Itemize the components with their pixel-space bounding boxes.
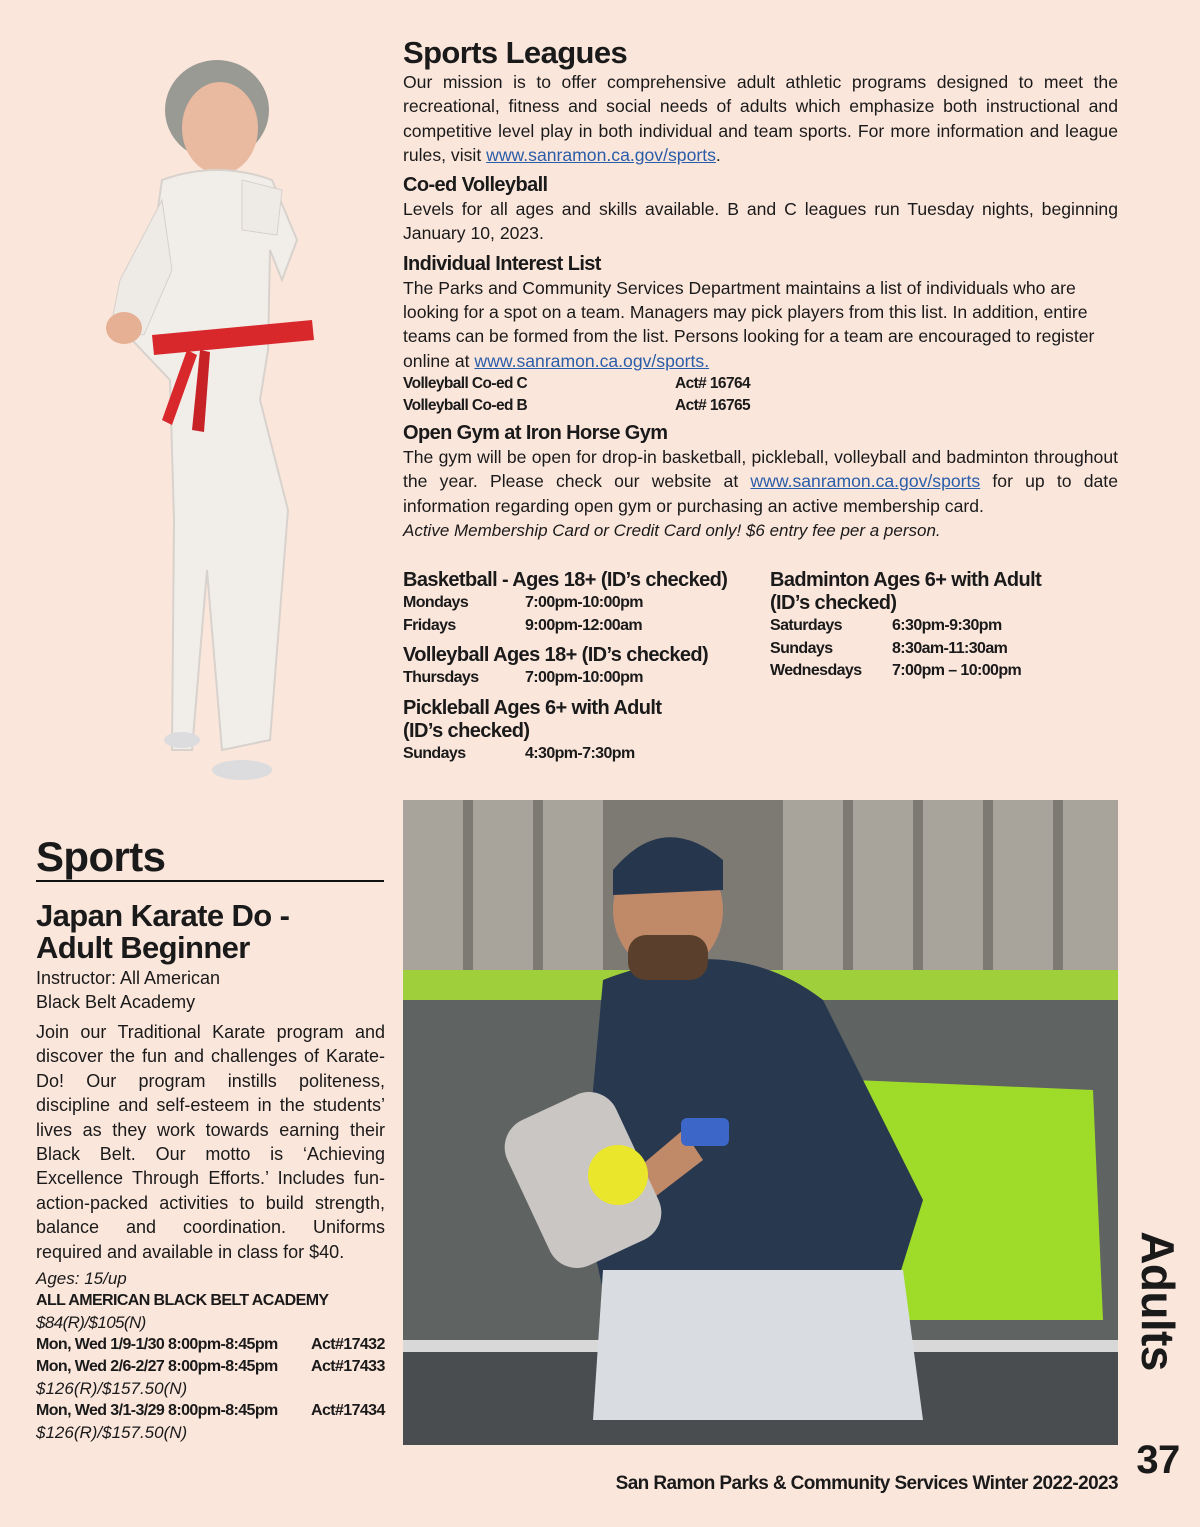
sports-link[interactable]: www.sanramon.ca.gov/sports — [486, 144, 716, 165]
schedule-row — [770, 660, 1118, 683]
schedule-day: Wednesdays — [770, 662, 862, 679]
schedule-row — [770, 638, 1118, 661]
coed-volleyball-title: Co-ed Volleyball — [403, 174, 548, 197]
adults-side-tab — [1128, 1228, 1188, 1373]
open-gym-text-end: for up to date information regarding open gym or purchasing an active membership card. — [403, 471, 1118, 516]
karate-woman-photo — [92, 50, 352, 800]
interest-row-act: Act# 16764 — [675, 374, 751, 392]
schedule-row — [403, 615, 763, 638]
karate-instructor — [36, 966, 385, 1014]
individual-interest-title: Individual Interest List — [403, 252, 601, 275]
open-gym-body — [403, 445, 1118, 518]
open-gym-text-start: The gym will be open for drop-in basketball, pickleball, volleyball and badminton throughout the year. Please check our website at — [403, 446, 1118, 492]
schedule-time: 7:00pm-10:00pm — [525, 669, 643, 686]
schedule-row — [403, 743, 763, 766]
schedule-time: 6:30pm-9:30pm — [892, 617, 1002, 634]
basketball-title: Basketball - Ages 18+ (ID’s checked) — [403, 569, 728, 591]
interest-row — [403, 373, 1118, 395]
karate-price: $126(R)/$157.50(N) — [36, 1379, 188, 1399]
open-gym-note: Active Membership Card or Credit Card only! $6 entry fee per a person. — [403, 520, 941, 540]
schedule-day: Sundays — [770, 639, 833, 657]
karate-class-act: Act#17432 — [311, 1336, 385, 1354]
sports-section-title: Sports — [36, 834, 384, 882]
karate-description: Join our Traditional Karate program and discover the fun and challenges of Karate-Do! Our program instills politeness, discipline and self-esteem in the students’ lives as they work towards earning their Black Belt. Our motto is ‘Achieving Excellence Through Efforts.’ Includes fun-action-packed activities to build strength, balance and coordination. Uniforms required and available in class for $40. — [36, 1022, 385, 1262]
karate-price: $84(R)/$105(N) — [36, 1313, 146, 1333]
badminton-title-l2: (ID’s checked) — [770, 592, 897, 614]
schedule-time: 7:00pm – 10:00pm — [892, 662, 1022, 679]
schedule-time: 8:30am-11:30am — [892, 639, 1008, 657]
schedule-time: 9:00pm-12:00am — [525, 616, 642, 634]
karate-class-row — [36, 1400, 385, 1422]
karate-title-l2: Adult Beginner — [36, 930, 250, 965]
schedule-day: Saturdays — [770, 617, 842, 634]
adults-side-tab-label: Adults — [1132, 1230, 1184, 1371]
karate-academy: ALL AMERICAN BLACK BELT ACADEMY — [36, 1292, 329, 1310]
karate-class-act: Act#17433 — [311, 1358, 385, 1376]
karate-class-schedule: Mon, Wed 1/9-1/30 8:00pm-8:45pm — [36, 1336, 278, 1354]
karate-class-act: Act#17434 — [311, 1402, 385, 1420]
schedule-day: Sundays — [403, 744, 466, 762]
coed-volleyball-body: Levels for all ages and skills available. B and C leagues run Tuesday nights, beginning January 10, 2023. — [403, 199, 1118, 244]
open-gym-title: Open Gym at Iron Horse Gym — [403, 421, 668, 444]
right-column — [403, 36, 1118, 544]
karate-price: $126(R)/$157.50(N) — [36, 1423, 188, 1443]
pickleball-title-l2: (ID’s checked) — [403, 719, 530, 742]
register-link[interactable]: www.sanramon.ca.ogv/sports. — [474, 350, 710, 371]
individual-interest-text: The Parks and Community Services Department maintains a list of individuals who are looking for a spot on a team. Managers may pick players from this list. In addition, entire teams can be formed from the list. Persons looking for a team are encouraged to register online at — [403, 277, 1095, 371]
sports-leagues-intro-end: . — [715, 144, 721, 165]
karate-ages: Ages: 15/up — [36, 1269, 127, 1289]
karate-class-row — [36, 1334, 385, 1356]
individual-interest-body — [403, 276, 1118, 373]
schedule-row — [403, 667, 763, 690]
interest-row-act: Act# 16765 — [675, 396, 751, 414]
schedule-row — [403, 592, 763, 615]
schedule-time: 7:00pm-10:00pm — [525, 594, 643, 611]
badminton-title-l1: Badminton Ages 6+ with Adult — [770, 569, 1042, 591]
schedules-left — [403, 569, 763, 765]
karate-section — [36, 900, 385, 1444]
pickleball-title — [403, 697, 763, 743]
schedule-right — [770, 569, 1118, 683]
interest-row-name: Volleyball Co-ed B — [403, 396, 528, 414]
page-number: 37 — [1136, 1438, 1180, 1482]
sports-leagues-intro — [403, 70, 1118, 167]
footer-text: San Ramon Parks & Community Services Winter 2022-2023 — [615, 1473, 1118, 1494]
pickleball-title-l1: Pickleball Ages 6+ with Adult — [403, 696, 662, 719]
sports-leagues-title: Sports Leagues — [403, 35, 628, 70]
karate-class-row — [36, 1356, 385, 1378]
schedule-day: Fridays — [403, 616, 456, 634]
interest-row — [403, 395, 1118, 417]
badminton-title — [770, 569, 1118, 615]
pickleball-player-photo — [403, 800, 1118, 1445]
schedule-time: 4:30pm-7:30pm — [525, 744, 635, 762]
schedule-day: Thursdays — [403, 669, 479, 686]
open-gym-link[interactable]: www.sanramon.ca.gov/sports — [750, 471, 981, 492]
schedule-row — [770, 615, 1118, 638]
karate-instructor-l1: Instructor: All American — [36, 968, 221, 988]
karate-title-l1: Japan Karate Do - — [36, 898, 290, 933]
karate-class-schedule: Mon, Wed 2/6-2/27 8:00pm-8:45pm — [36, 1358, 278, 1376]
karate-title — [36, 900, 385, 964]
karate-class-schedule: Mon, Wed 3/1-3/29 8:00pm-8:45pm — [36, 1402, 278, 1420]
sports-leagues-intro-text: Our mission is to offer comprehensive adult athletic programs designed to meet the recreational, fitness and social needs of adults which emphasize both instructional and competitive level play in both individual and team sports. For more information and league rules, visit — [403, 72, 1118, 165]
volleyball-title: Volleyball Ages 18+ (ID’s checked) — [403, 644, 709, 666]
interest-row-name: Volleyball Co-ed C — [403, 374, 528, 392]
karate-instructor-l2: Black Belt Academy — [36, 992, 196, 1012]
schedule-day: Mondays — [403, 594, 469, 611]
